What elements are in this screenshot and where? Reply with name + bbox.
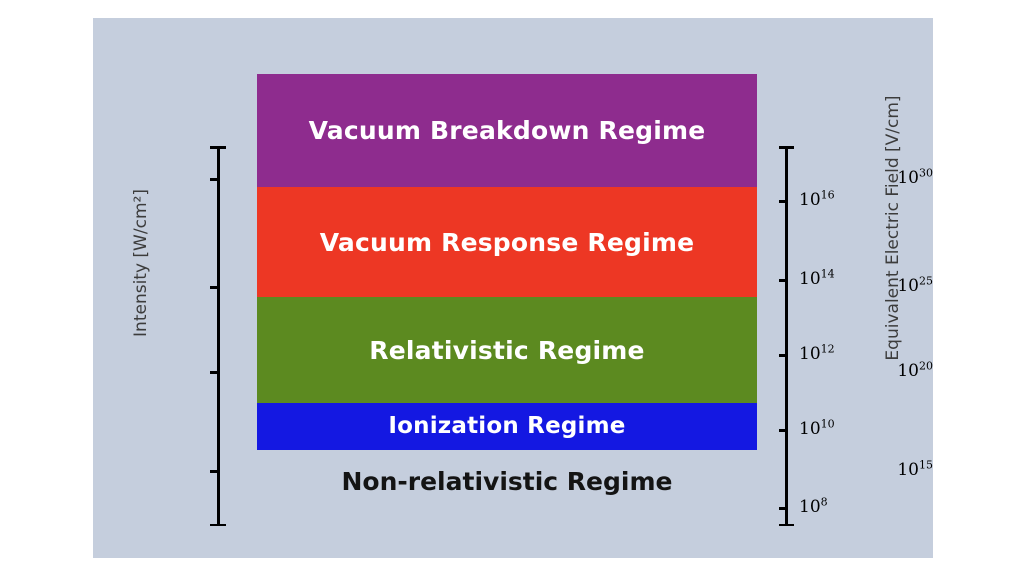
left-axis-cap-bottom: [210, 524, 226, 527]
right-axis-cap-bottom: [779, 524, 794, 527]
left-tick-base-2: 10: [897, 276, 919, 296]
left-tick-exp-1: 30: [919, 166, 933, 180]
left-tick-exp-4: 15: [919, 458, 933, 472]
right-tick-base-4: 10: [799, 419, 821, 439]
right-tick-base-3: 10: [799, 344, 821, 364]
right-tick-exp-4: 10: [820, 417, 835, 431]
band-relativistic: [257, 297, 757, 403]
left-tick-base-4: 10: [897, 460, 919, 480]
right-axis-tick-5: [779, 507, 787, 510]
left-axis-tick-1: [210, 178, 218, 181]
left-axis-tick-label-4: [821, 460, 933, 480]
left-axis-cap-top: [210, 146, 226, 149]
left-axis-tick-label-2: [821, 276, 933, 296]
left-axis-tick-4: [210, 470, 218, 473]
right-axis-tick-label-1: [799, 190, 835, 210]
left-axis-line: [217, 146, 220, 526]
right-tick-exp-3: 12: [820, 342, 835, 356]
left-tick-base-3: 10: [897, 361, 919, 381]
right-tick-exp-1: 16: [820, 188, 835, 202]
right-axis-tick-1: [779, 200, 787, 203]
right-axis-title: Equivalent Electric Field [V/cm]: [883, 95, 903, 361]
right-axis-tick-3: [779, 354, 787, 357]
left-axis-tick-3: [210, 371, 218, 374]
band-label-vacuum-response: Vacuum Response Regime: [319, 227, 695, 257]
right-axis-line: [785, 146, 788, 526]
band-label-non-relativistic: Non-relativistic Regime: [341, 467, 673, 496]
right-axis-cap-top: [779, 146, 794, 149]
left-tick-exp-3: 20: [919, 359, 933, 373]
regime-diagram: [93, 18, 933, 558]
right-axis-tick-4: [779, 429, 787, 432]
band-vacuum-breakdown: [257, 74, 757, 187]
right-axis-tick-label-4: [799, 419, 835, 439]
left-tick-exp-2: 25: [919, 274, 933, 288]
right-axis-tick-2: [779, 279, 787, 282]
left-axis-tick-label-1: [821, 168, 933, 188]
right-axis-tick-label-5: [799, 497, 828, 517]
left-axis-title: Intensity [W/cm²]: [131, 189, 151, 337]
right-tick-exp-5: 8: [820, 495, 828, 509]
right-axis-tick-label-2: [799, 269, 835, 289]
right-tick-base-1: 10: [799, 190, 821, 210]
band-label-relativistic: Relativistic Regime: [369, 335, 645, 365]
left-axis-tick-label-3: [821, 361, 933, 381]
right-tick-exp-2: 14: [820, 267, 835, 281]
right-tick-base-5: 10: [799, 497, 821, 517]
left-tick-base-1: 10: [897, 168, 919, 188]
band-label-vacuum-breakdown: Vacuum Breakdown Regime: [308, 116, 706, 145]
right-axis-tick-label-3: [799, 344, 835, 364]
left-axis-tick-2: [210, 286, 218, 289]
band-vacuum-response: [257, 187, 757, 297]
band-label-ionization: Ionization Regime: [388, 413, 626, 439]
band-ionization: [257, 403, 757, 450]
right-tick-base-2: 10: [799, 269, 821, 289]
slide-canvas: [93, 18, 933, 558]
